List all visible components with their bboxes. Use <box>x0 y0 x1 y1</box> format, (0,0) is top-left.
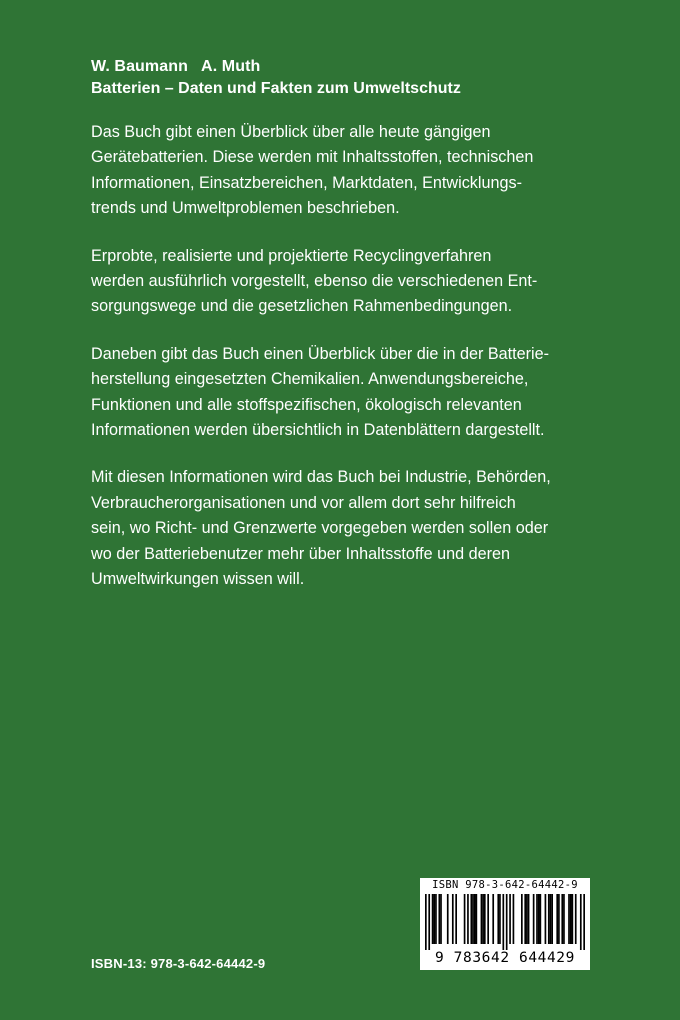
barcode-bar <box>550 894 552 944</box>
blurb-line: Das Buch gibt einen Überblick über alle heute gängigen <box>91 123 491 141</box>
barcode-bar <box>497 894 499 944</box>
barcode-bar <box>452 894 454 944</box>
barcode-isbn-text: ISBN 978-3-642-64442-9 <box>432 879 578 891</box>
barcode-bar <box>521 894 523 944</box>
barcode-bar <box>533 894 535 944</box>
blurb-line: Funktionen und alle stoffspezifischen, ökologisch relevanten <box>91 395 522 414</box>
barcode-bar <box>435 894 437 944</box>
barcode-bar <box>509 894 511 944</box>
barcode-bar <box>476 894 478 944</box>
blurb-line: herstellung eingesetzten Chemikalien. Anwendungsbereiche, <box>91 370 529 389</box>
blurb-line: Erprobte, realisierte und projektierte Recyclingverfahren <box>91 246 492 265</box>
barcode-bar <box>487 894 489 944</box>
barcode-bar <box>545 894 547 944</box>
barcode-bar <box>472 894 474 944</box>
blurb-paragraph <box>91 342 611 444</box>
blurb-line: werden ausführlich vorgestellt, ebenso die verschiedenen Ent- <box>91 272 538 291</box>
blurb-line: Verbraucherorganisationen und vor allem dort sehr hilfreich <box>91 493 516 512</box>
blurb-line: Mit diesen Informationen wird das Buch bei Industrie, Behörden, <box>91 468 551 487</box>
barcode-bars <box>425 894 585 950</box>
barcode-bar <box>551 894 553 944</box>
barcode-bar <box>526 894 528 944</box>
barcode-bar <box>428 894 430 950</box>
barcode-bar <box>470 894 472 944</box>
barcode-bar <box>536 894 538 944</box>
blurb-line: Informationen, Einsatzbereichen, Marktdaten, Entwicklungs- <box>91 173 522 192</box>
barcode-bar <box>556 894 558 944</box>
barcode-bar <box>502 894 504 950</box>
barcode-bar <box>482 894 484 944</box>
barcode-bar <box>528 894 530 944</box>
barcode-bar <box>438 894 440 944</box>
barcode-bar <box>440 894 442 944</box>
blurb-line: Gerätebatterien. Diese werden mit Inhaltsstoffen, technischen <box>91 148 534 167</box>
blurb-paragraph <box>91 244 611 320</box>
blurb-line: Informationen werden übersichtlich in Datenblättern dargestellt. <box>91 421 545 440</box>
barcode-bar <box>548 894 550 944</box>
barcode-bar <box>524 894 526 944</box>
barcode-bar <box>481 894 483 944</box>
barcode-bar <box>474 894 476 944</box>
authors: W. Baumann A. Muth <box>91 58 261 75</box>
barcode-bar <box>484 894 486 944</box>
barcode-bar <box>575 894 577 944</box>
barcode-bar <box>492 894 494 944</box>
barcode-bar <box>558 894 560 944</box>
isbn-label: ISBN-13: 978-3-642-64442-9 <box>91 956 266 971</box>
blurb-line: Umweltwirkungen wissen will. <box>91 570 305 589</box>
barcode-bar <box>513 894 515 944</box>
barcode-bar <box>425 894 427 950</box>
blurb-line: wo der Batteriebenutzer mehr über Inhaltsstoffe und deren <box>91 544 511 563</box>
blurb-line: sorgungswege und die gesetzlichen Rahmenbedingungen. <box>91 297 513 316</box>
barcode-bar <box>506 894 508 950</box>
blurb-line: Daneben gibt das Buch einen Überblick über die in der Batterie- <box>91 344 550 363</box>
barcode-bar <box>499 894 501 944</box>
barcode-bar <box>467 894 469 944</box>
blurb-text <box>91 120 611 615</box>
barcode-bar <box>433 894 435 944</box>
barcode-bar <box>580 894 582 950</box>
barcode-bar <box>432 894 434 944</box>
book-title: Batterien – Daten und Fakten zum Umweltschutz <box>91 80 461 97</box>
barcode-bar <box>583 894 585 950</box>
barcode-bar <box>572 894 574 944</box>
barcode <box>420 878 590 970</box>
blurb-line: trends und Umweltproblemen beschrieben. <box>91 199 400 218</box>
barcode-bar <box>455 894 457 944</box>
barcode-bar <box>563 894 565 944</box>
blurb-paragraph <box>91 465 611 592</box>
barcode-bar <box>464 894 466 944</box>
barcode-number: 9 783642 644429 <box>435 950 575 966</box>
blurb-paragraph <box>91 120 611 222</box>
barcode-bar <box>561 894 563 944</box>
barcode-bar <box>538 894 540 944</box>
blurb-line: sein, wo Richt- und Grenzwerte vorgegeben werden sollen oder <box>91 519 549 538</box>
barcode-bar <box>540 894 542 944</box>
barcode-bar <box>570 894 572 944</box>
barcode-bar <box>568 894 570 944</box>
barcode-bar <box>447 894 449 944</box>
